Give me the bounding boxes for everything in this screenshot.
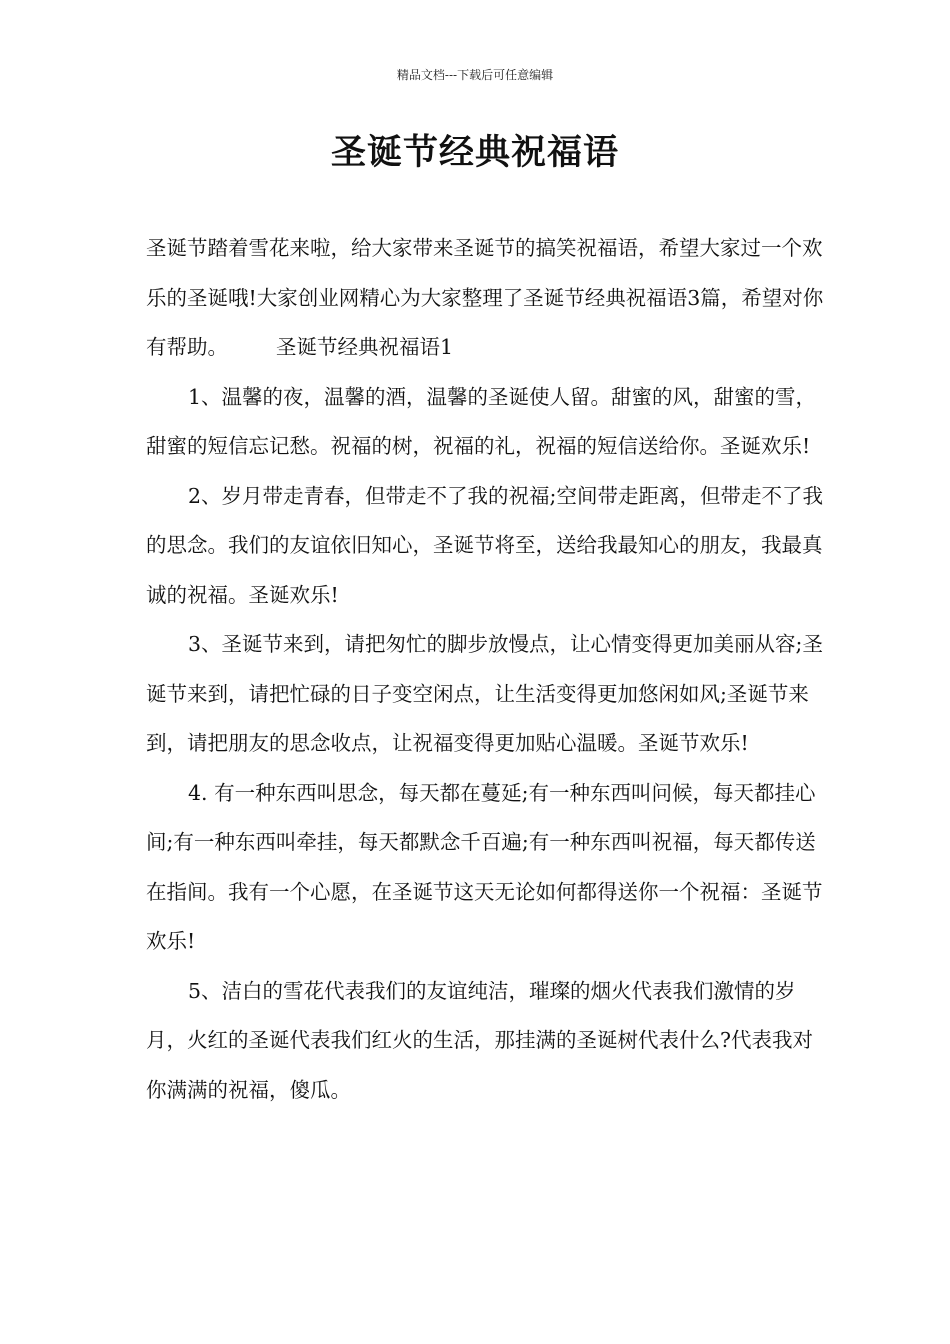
- document-title: 圣诞节经典祝福语: [330, 132, 619, 173]
- page-header: 精品文档---下载后可任意编辑: [396, 68, 554, 82]
- wish-paragraph-2: 2、岁月带走青春，但带走不了我的祝福;空间带走距离，但带走不了我的思念。我们的友谊依旧知心，圣诞节将至，送给我最知心的朋友，我最真诚的祝福。圣诞欢乐!: [146, 483, 823, 607]
- wish-paragraph-5: 5、洁白的雪花代表我们的友谊纯洁，璀璨的烟火代表我们激情的岁月，火红的圣诞代表我们红火的生活，那挂满的圣诞树代表什么?代表我对你满满的祝福，傻瓜。: [146, 978, 813, 1102]
- intro-paragraph: [146, 224, 826, 373]
- intro-text: 圣诞节踏着雪花来啦，给大家带来圣诞节的搞笑祝福语，希望大家过一个欢乐的圣诞哦!大家创业网精心为大家整理了圣诞节经典祝福语3篇，希望对你有帮助。: [146, 236, 824, 359]
- wish-paragraph-4: 4. 有一种东西叫思念，每天都在蔓延;有一种东西叫问候，每天都挂心间;有一种东西叫牵挂，每天都默念千百遍;有一种东西叫祝福，每天都传送在指间。我有一个心愿，在圣诞节这天无论如何都得送你一个祝福：圣诞节欢乐!: [146, 780, 823, 953]
- section-heading: 圣诞节经典祝福语1: [276, 335, 454, 359]
- wish-paragraph-3: 3、圣诞节来到，请把匆忙的脚步放慢点，让心情变得更加美丽从容;圣诞节来到，请把忙碌的日子变空闲点，让生活变得更加悠闲如风;圣诞节来到，请把朋友的思念收点，让祝福变得更加贴心温暖。圣诞节欢乐!: [146, 632, 823, 755]
- wish-paragraph-1: 1、温馨的夜，温馨的酒，温馨的圣诞使人留。甜蜜的风，甜蜜的雪，甜蜜的短信忘记愁。祝福的树，祝福的礼，祝福的短信送给你。圣诞欢乐!: [146, 384, 817, 458]
- document-body: [146, 224, 826, 1115]
